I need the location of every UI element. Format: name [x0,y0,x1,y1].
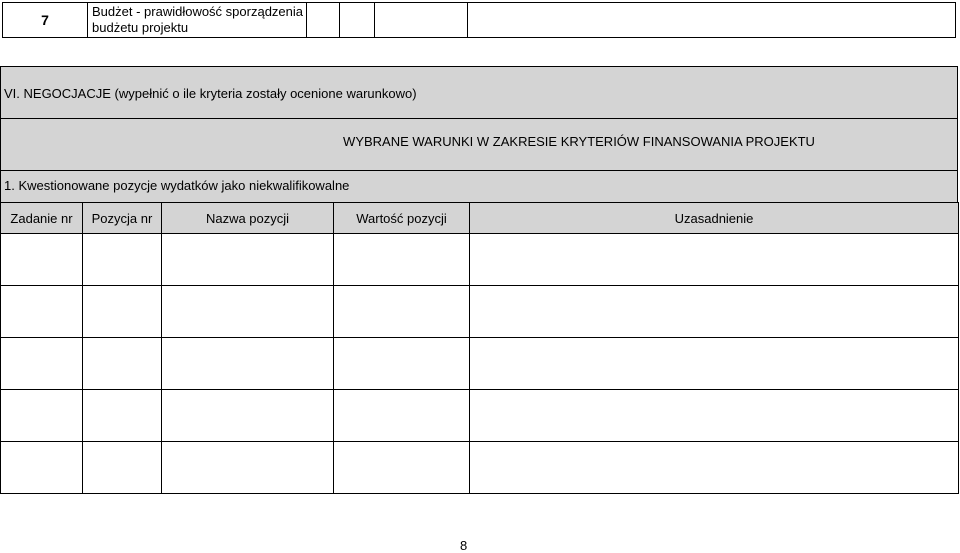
cell-item-no[interactable] [83,234,162,286]
disputed-items-table [0,202,959,494]
table-row [1,442,959,494]
criterion-row [3,3,956,38]
cell-item-name[interactable] [162,338,334,390]
cell-item-value[interactable] [334,390,470,442]
cell-item-value[interactable] [334,234,470,286]
cell-item-value[interactable] [334,442,470,494]
column-header-justification: Uzasadnienie [470,203,959,234]
criterion-name: Budżet - prawidłowość sporządzenia budżetu projektu [88,3,307,38]
cell-item-value[interactable] [334,338,470,390]
cell-justification[interactable] [470,234,959,286]
cell-item-name[interactable] [162,390,334,442]
negotiation-section [0,66,958,494]
cell-item-name[interactable] [162,234,334,286]
page-number: 8 [460,538,468,553]
conditions-title: WYBRANE WARUNKI W ZAKRESIE KRYTERIÓW FINANSOWANIA PROJEKTU [0,118,958,170]
cell-item-name[interactable] [162,286,334,338]
criterion-number: 7 [3,3,88,38]
column-header-task-no: Zadanie nr [1,203,83,234]
criterion-cell-justification[interactable] [468,3,956,38]
cell-justification[interactable] [470,338,959,390]
cell-task-no[interactable] [1,234,83,286]
cell-justification[interactable] [470,390,959,442]
cell-task-no[interactable] [1,442,83,494]
negotiation-section-title: VI. NEGOCJACJE (wypełnić o ile kryteria zostały ocenione warunkowo) [0,66,958,118]
column-header-item-no: Pozycja nr [83,203,162,234]
table-row [1,286,959,338]
cell-task-no[interactable] [1,286,83,338]
criterion-row-table [2,2,956,38]
criterion-cell-no[interactable] [340,3,375,38]
cell-item-no[interactable] [83,338,162,390]
cell-item-no[interactable] [83,442,162,494]
cell-justification[interactable] [470,442,959,494]
disputed-items-subtitle: 1. Kwestionowane pozycje wydatków jako niekwalifikowalne [0,170,958,202]
table-row [1,390,959,442]
table-row [1,338,959,390]
cell-item-no[interactable] [83,286,162,338]
cell-item-name[interactable] [162,442,334,494]
column-header-item-value: Wartość pozycji [334,203,470,234]
table-body [1,234,959,494]
cell-item-value[interactable] [334,286,470,338]
column-header-item-name: Nazwa pozycji [162,203,334,234]
table-row [1,234,959,286]
criterion-cell-yes[interactable] [307,3,340,38]
criterion-cell-conditional[interactable] [375,3,468,38]
cell-item-no[interactable] [83,390,162,442]
table-header-row [1,203,959,234]
cell-task-no[interactable] [1,338,83,390]
cell-justification[interactable] [470,286,959,338]
cell-task-no[interactable] [1,390,83,442]
